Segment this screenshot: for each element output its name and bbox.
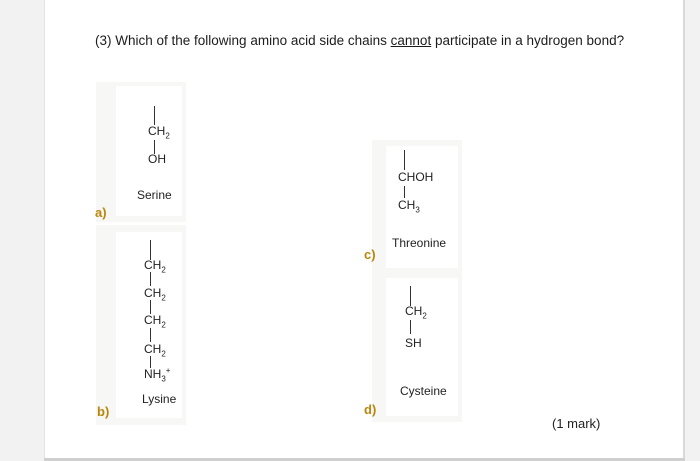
lysine-ch2-3: $CH_2$: [144, 313, 166, 330]
cysteine-name: Cysteine: [400, 384, 447, 398]
threonine-ch3: $CH_3$: [398, 198, 420, 215]
serine-oh: OH: [148, 152, 166, 166]
question-text: (3) Which of the following amino acid side chains cannot participate in a hydrogen bond?: [95, 33, 625, 48]
option-d-label: d): [364, 402, 377, 417]
serine-ch2: $CH_2$: [148, 124, 170, 141]
lysine-name: Lysine: [142, 392, 177, 406]
emphasis-cannot: cannot: [390, 33, 432, 48]
cysteine-sh: SH: [405, 336, 422, 350]
option-a-label: a): [95, 205, 107, 220]
cysteine-ch2: $CH_2$: [405, 304, 427, 321]
bond-a1: [154, 106, 155, 125]
lysine-ch2-1: $CH_2$: [144, 258, 166, 275]
lysine-nh3: $NH_3^+$: [144, 366, 171, 384]
threonine-choh: CHOH: [398, 170, 434, 184]
threonine-name: Threonine: [392, 236, 447, 250]
marks-label: (1 mark): [552, 416, 601, 431]
option-c-label: c): [364, 247, 376, 262]
serine-name: Serine: [137, 188, 172, 202]
page-edge-left: [44, 0, 45, 461]
lysine-ch2-2: $CH_2$: [144, 286, 166, 303]
lysine-ch2-4: $CH_2$: [144, 342, 166, 359]
page-edge-right: [683, 0, 685, 461]
option-b-label: b): [97, 404, 110, 419]
